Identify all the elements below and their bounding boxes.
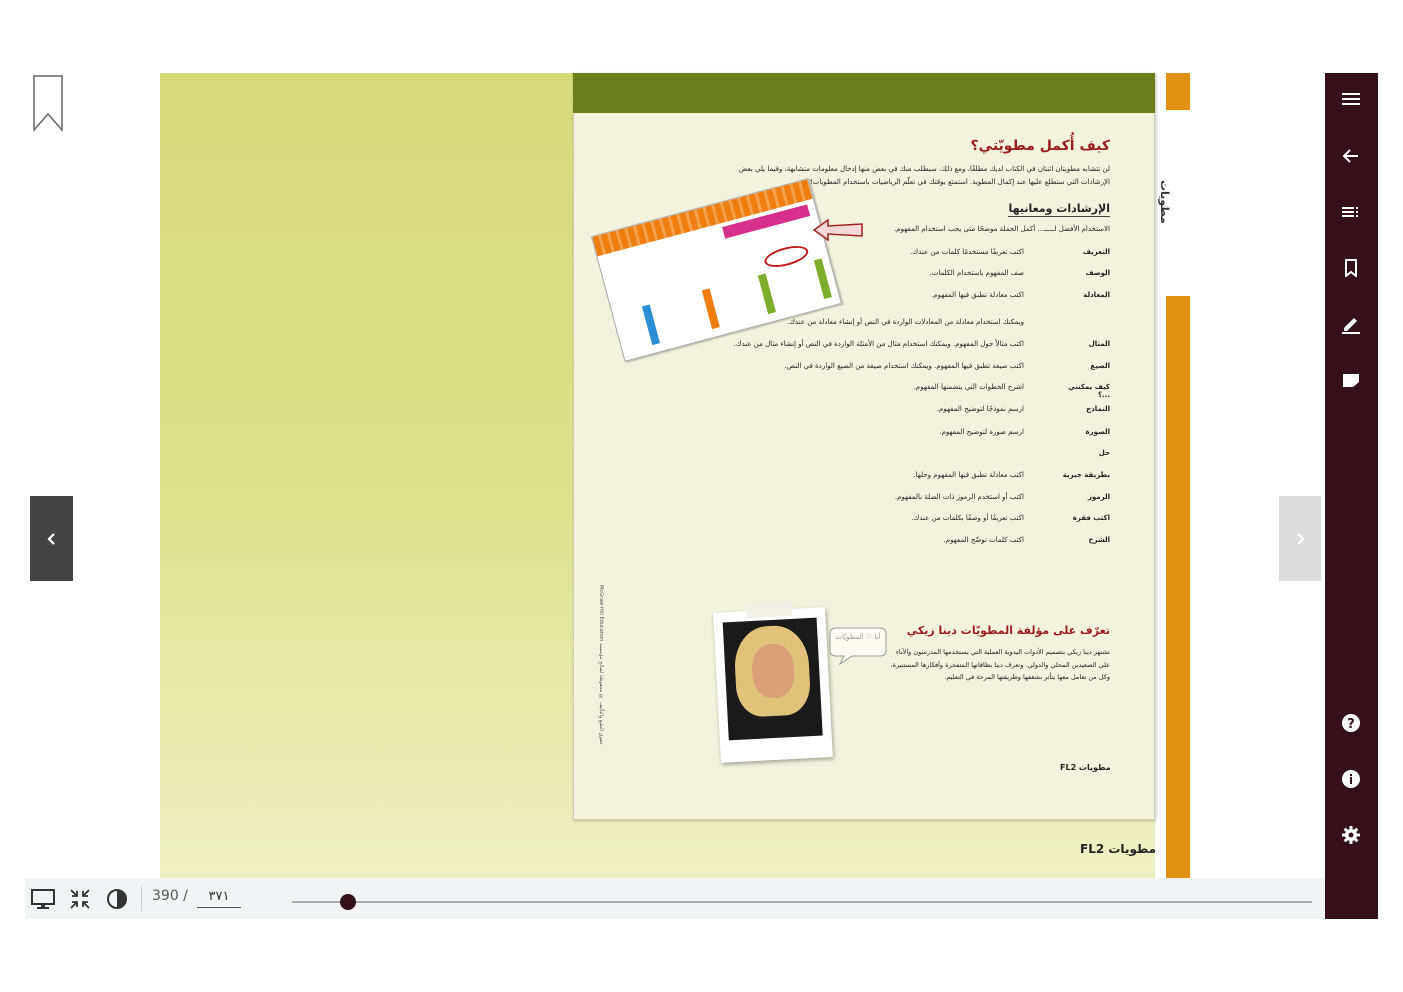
gear-icon	[1341, 825, 1361, 845]
term-description: صف المفهوم باستخدام الكلمات.	[929, 269, 1024, 277]
list-item	[730, 471, 1110, 485]
term-label: الرموز	[1087, 493, 1110, 501]
term-label: المعادلة	[1083, 291, 1110, 299]
term-label: حل	[1098, 449, 1110, 457]
term-description: ويمكنك استخدام معادلة من المعادلات الواردة في النص أو إنشاء معادلة من عندك.	[787, 318, 1024, 326]
page-slider[interactable]	[292, 901, 1312, 903]
menu-button[interactable]	[1339, 87, 1363, 111]
chevron-left-icon	[45, 532, 59, 546]
fit-page-button[interactable]	[68, 888, 92, 910]
list-item	[730, 405, 1110, 419]
note-icon	[1342, 372, 1360, 388]
pen-icon	[1341, 314, 1361, 334]
page-title: كيف أُكمل مطويّتي؟	[970, 138, 1110, 154]
list-item	[730, 318, 1110, 332]
help-button[interactable]	[1339, 711, 1363, 735]
term-description: ارسم نموذجًا لتوضيح المفهوم.	[936, 405, 1024, 413]
help-icon	[1341, 713, 1361, 733]
bookmarks-button[interactable]	[1339, 256, 1363, 280]
list-item	[730, 536, 1110, 550]
author-heading: تعرّف على مؤلفة المطويّات دينا زيكي	[906, 624, 1110, 637]
bookmark-icon	[1344, 259, 1358, 277]
term-description: اكتب أو استخدم الرموز ذات الصلة بالمفهوم.	[894, 493, 1024, 501]
term-description: ارسم صورة لتوضيح المفهوم.	[939, 428, 1024, 436]
page-number: FL2 مطويات	[1080, 842, 1157, 856]
bottom-toolbar	[25, 878, 1325, 919]
sidebar	[1325, 73, 1378, 919]
orange-tab-bottom	[1166, 296, 1190, 878]
info-button[interactable]	[1339, 767, 1363, 791]
toolbar-divider	[141, 886, 142, 911]
speech-bubble-icon	[828, 624, 888, 666]
copyright-note: McGraw-Hill Education حقوق الطبع والتأليف © محفوظة لصالح مؤسسة	[598, 585, 604, 745]
arrow-icon	[812, 218, 864, 242]
inner-page-number: FL2 مطويات	[1060, 763, 1111, 772]
term-label: بطريقة جبرية	[1062, 471, 1110, 479]
term-label: الصيغ	[1090, 362, 1110, 370]
list-icon	[1342, 205, 1360, 219]
term-description: اكتب كلمات توضّح المفهوم.	[943, 536, 1024, 544]
previous-page-button[interactable]	[30, 496, 73, 581]
page-header-band	[573, 73, 1155, 113]
list-item	[730, 340, 1110, 354]
list-item	[730, 428, 1110, 442]
term-label: التعريف	[1082, 248, 1110, 256]
contrast-icon	[106, 888, 128, 910]
table-of-contents-button[interactable]	[1339, 200, 1363, 224]
intro-paragraph: لن تتشابه مطويتان اثنتان في الكتاب لديك مطلقًا، ومع ذلك، سيطلب منك في بعض منها إدخال معلومات متشابهة، وفيما يلي بعض الإرشادات التي ستطلع عليها عند إكمال المطوية. استمتع بوقتك في تعلّم الرياضيات باستخدام المطويات!	[738, 165, 1110, 186]
bubble-text: أنا ♡ المطويّات	[835, 633, 881, 641]
term-description: اكتب مثالاً حول المفهوم. ويمكنك استخدام مثال من الأمثلة الواردة في النص أو إنشاء مثال من عندك.	[733, 340, 1024, 348]
term-label: الشرح	[1088, 536, 1110, 544]
term-label: الصورة	[1085, 428, 1110, 436]
edge-tab-label: مطويات	[1158, 180, 1171, 224]
term-label: المثال	[1088, 340, 1110, 348]
term-label: النماذج	[1086, 405, 1110, 413]
page-number-input[interactable]	[197, 886, 241, 908]
list-item	[730, 362, 1110, 376]
arrow-left-icon	[1342, 148, 1360, 164]
list-item	[730, 514, 1110, 528]
term-description: اكتب معادلة تطبق فيها المفهوم.	[931, 291, 1024, 299]
bookmark-icon[interactable]	[32, 74, 64, 132]
orange-tab-top	[1166, 73, 1190, 110]
page-slider-handle[interactable]	[340, 894, 356, 910]
lead-line: الاستخدام الأفضل لـــــ... أكمل الجملة موضحًا متى يجب استخدام المفهوم.	[894, 225, 1110, 233]
contrast-button[interactable]	[105, 888, 129, 910]
list-item	[730, 449, 1110, 463]
term-description: اكتب تعريفًا أو وصفًا بكلمات من عندك.	[911, 514, 1024, 522]
settings-button[interactable]	[1339, 823, 1363, 847]
term-description: اكتب تعريفًا مستخدمًا كلمات من عندك.	[910, 248, 1024, 256]
term-description: اشرح الخطوات التي يتضمنها المفهوم.	[913, 383, 1024, 391]
total-pages: 390 /	[152, 888, 188, 904]
author-photo	[713, 607, 833, 763]
annotate-button[interactable]	[1339, 312, 1363, 336]
list-item	[730, 493, 1110, 507]
term-label: كيف يمكنني ...؟	[1068, 383, 1110, 399]
svg-text:?: ?	[1347, 717, 1355, 732]
term-label: الوصف	[1085, 269, 1110, 277]
author-paragraph: تشتهر دينا زيكي بتصميم الأدوات اليدوية العملية التي يستخدمها المدرسون والآباء على الصعيدين المحلي والدولي. وتعرف دينا بطاقاتها المتفجرة وأفكارها المستنيرة، وكل من تعامل معها يتأثر بشغفها وطريقتها المرحة في التعليم.	[890, 648, 1110, 681]
monitor-icon	[31, 889, 55, 909]
term-description: اكتب صيغة تطبق فيها المفهوم. ويمكنك استخدام صيغة من الصيغ الواردة في النص.	[784, 362, 1024, 370]
chevron-right-icon	[1293, 532, 1307, 546]
next-page-button[interactable]	[1279, 496, 1321, 581]
term-description: اكتب معادلة تطبق فيها المفهوم وحلها.	[913, 471, 1024, 479]
notes-button[interactable]	[1339, 368, 1363, 392]
presentation-mode-button[interactable]	[31, 888, 55, 910]
section-heading: الإرشادات ومعانيها	[1008, 202, 1110, 215]
list-item	[730, 383, 1110, 397]
info-icon	[1341, 769, 1361, 789]
back-button[interactable]	[1339, 144, 1363, 168]
menu-icon	[1342, 92, 1360, 106]
term-label: اكتب فقرة	[1072, 514, 1110, 522]
collapse-icon	[69, 888, 91, 910]
